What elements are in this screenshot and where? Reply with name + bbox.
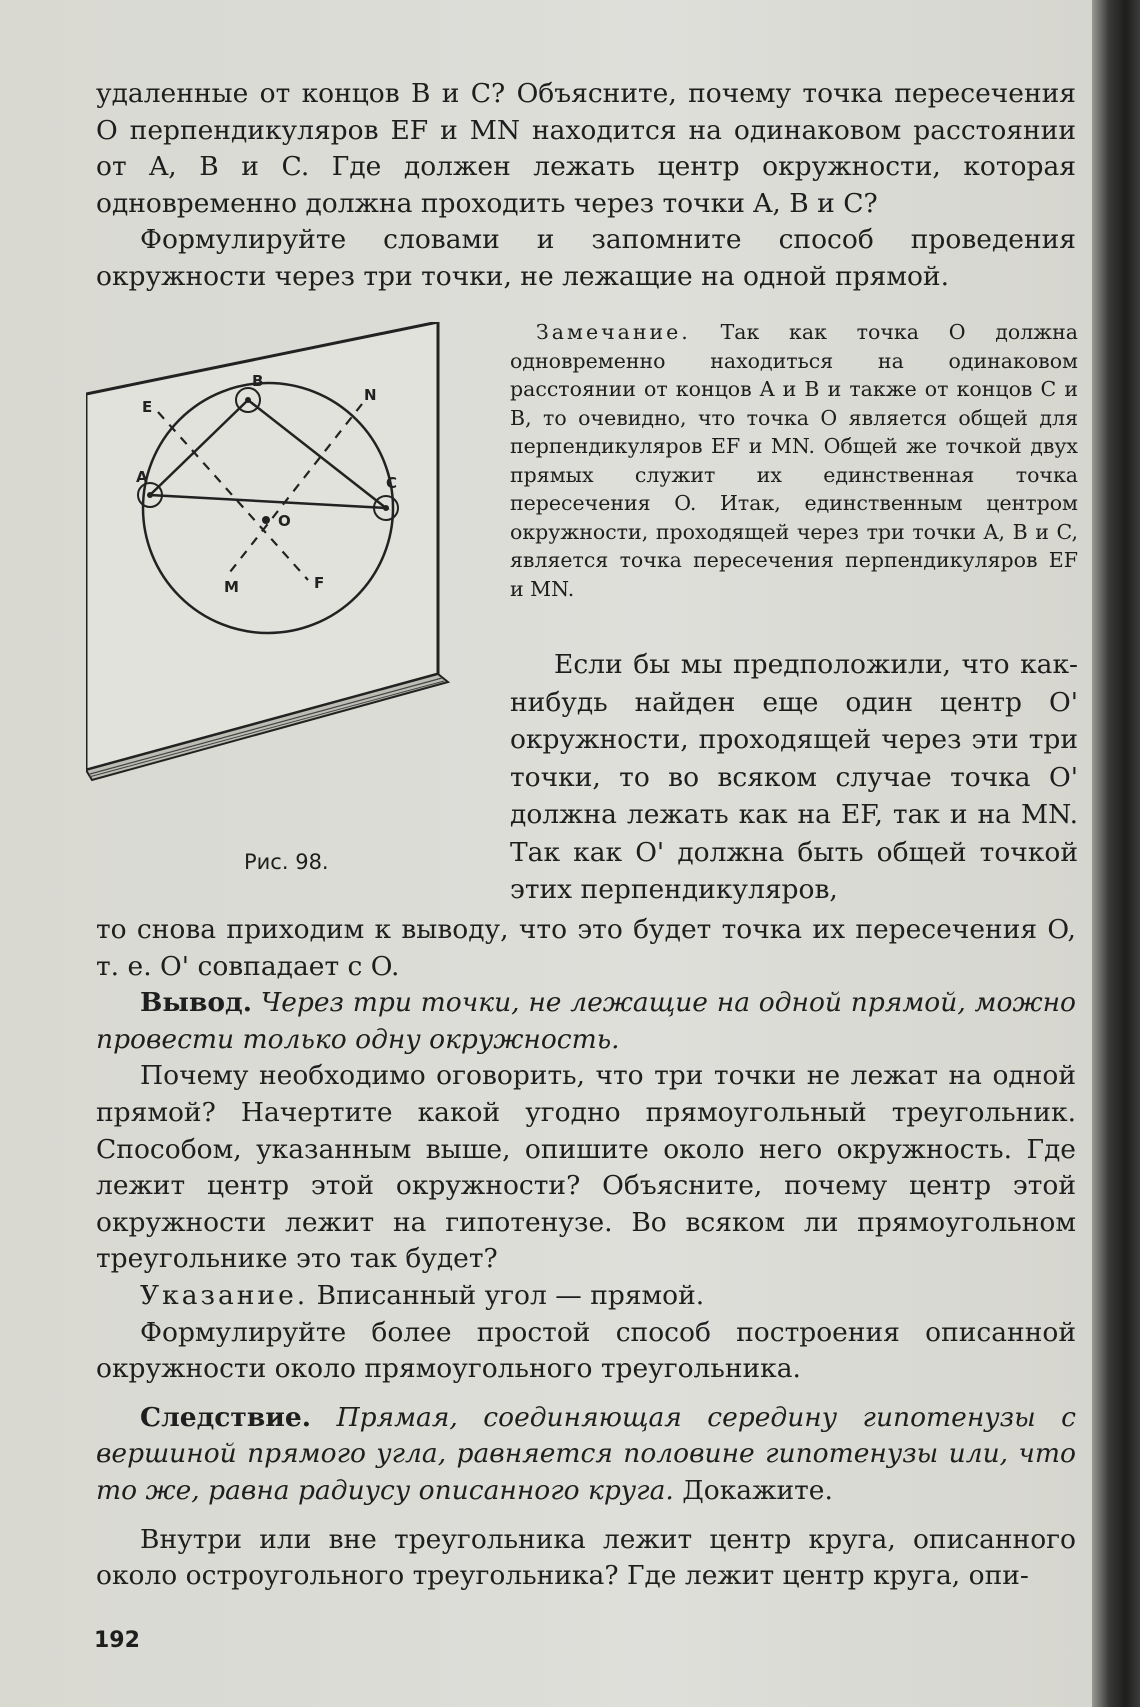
- formulate-paragraph-2: [96, 1315, 1076, 1388]
- point-o: [262, 516, 270, 524]
- note-body: Так как точка O должна одновременно находиться на одинаковом расстоянии от концов A и B и также от концов C и B, то очевидно, что точка O является общей для перпендикуляров EF и MN. Общей же точкой двух прямых служит их единственная точка пересечения O. Итак, единственным центром окружности, проходящей через три точки A, B и C, является точка пересечения перпендикуляров EF и MN.: [510, 320, 1078, 601]
- corollary-body: Прямая, соединяющая середину гипотенузы с вершиной прямого угла, равняется половине гипотенузы или, что то же, равна радиусу описанного круга.: [96, 1401, 1076, 1506]
- inside-text: Внутри или вне треугольника лежит центр круга, описанного около остроугольного треугольника? Где лежит центр круга, опи-: [96, 1523, 1076, 1592]
- note-paragraph: [510, 318, 1078, 603]
- label-n: N: [364, 386, 377, 404]
- figure-98: [86, 322, 496, 842]
- label-o: O: [278, 512, 291, 530]
- conclusion-body: Через три точки, не лежащие на одной прямой, можно провести только одну окружность.: [96, 987, 1076, 1055]
- label-m: M: [224, 578, 239, 596]
- book-spine-shadow: [1092, 0, 1140, 1707]
- label-c: C: [386, 474, 398, 492]
- intro-paragraph: удаленные от концов B и C? Объясните, почему точка пересечения O перпендикуляров EF и MN находится на одинаковом расстоянии от A, B и C. Где должен лежать центр окружности, которая одновременно должна проходить через точки A, B и C?: [96, 78, 1076, 219]
- label-e: E: [142, 398, 153, 416]
- conclusion-paragraph: [96, 985, 1076, 1058]
- note-heading: Замечание.: [536, 320, 691, 344]
- label-b: B: [252, 372, 264, 390]
- suppose-text: Если бы мы предположили, что как-нибудь найден еще один центр O' окружности, проходящей через эти три точки, то во всяком случае точка O' должна лежать как на EF, так и на MN. Так как O' должна быть общей точкой этих перпендикуляров,: [510, 649, 1078, 905]
- text-top: [96, 76, 1076, 296]
- page-number: 192: [94, 1628, 140, 1653]
- figure-caption: Рис. 98.: [244, 850, 329, 874]
- label-a: A: [136, 468, 148, 486]
- text-bottom: [96, 912, 1076, 1595]
- hint-heading: Указание.: [140, 1279, 309, 1311]
- formulate-text-1: Формулируйте словами и запомните способ проведения окружности через три точки, не лежащие на одной прямой.: [96, 224, 1076, 292]
- corollary-heading: Следствие.: [140, 1401, 312, 1433]
- hint-body: Вписанный угол — прямой.: [316, 1279, 705, 1311]
- hint-paragraph: [96, 1278, 1076, 1315]
- corollary-tail: Докажите.: [682, 1474, 833, 1506]
- why-text: Почему необходимо оговорить, что три точки не лежат на одной прямой? Начертите какой угодно прямоугольный треугольник. Способом, указанным выше, опишите около него окружность. Где лежит центр этой окружности? Объясните, почему центр этой окружности лежит на гипотенузе. Во всяком ли прямоугольном треугольнике это так будет?: [96, 1060, 1076, 1275]
- corollary-paragraph: [96, 1400, 1076, 1510]
- formulate-paragraph-1: [96, 222, 1076, 295]
- suppose-paragraph: [510, 646, 1078, 909]
- conclusion-heading: Вывод.: [140, 987, 252, 1019]
- inside-paragraph: [96, 1522, 1076, 1595]
- formulate-text-2: Формулируйте более простой способ построения описанной окружности около прямоугольного треугольника.: [96, 1316, 1076, 1385]
- label-f: F: [314, 574, 325, 592]
- suppose-continuation: то снова приходим к выводу, что это будет точка их пересечения O, т. е. O' совпадает с O.: [96, 914, 1076, 982]
- why-paragraph: [96, 1058, 1076, 1278]
